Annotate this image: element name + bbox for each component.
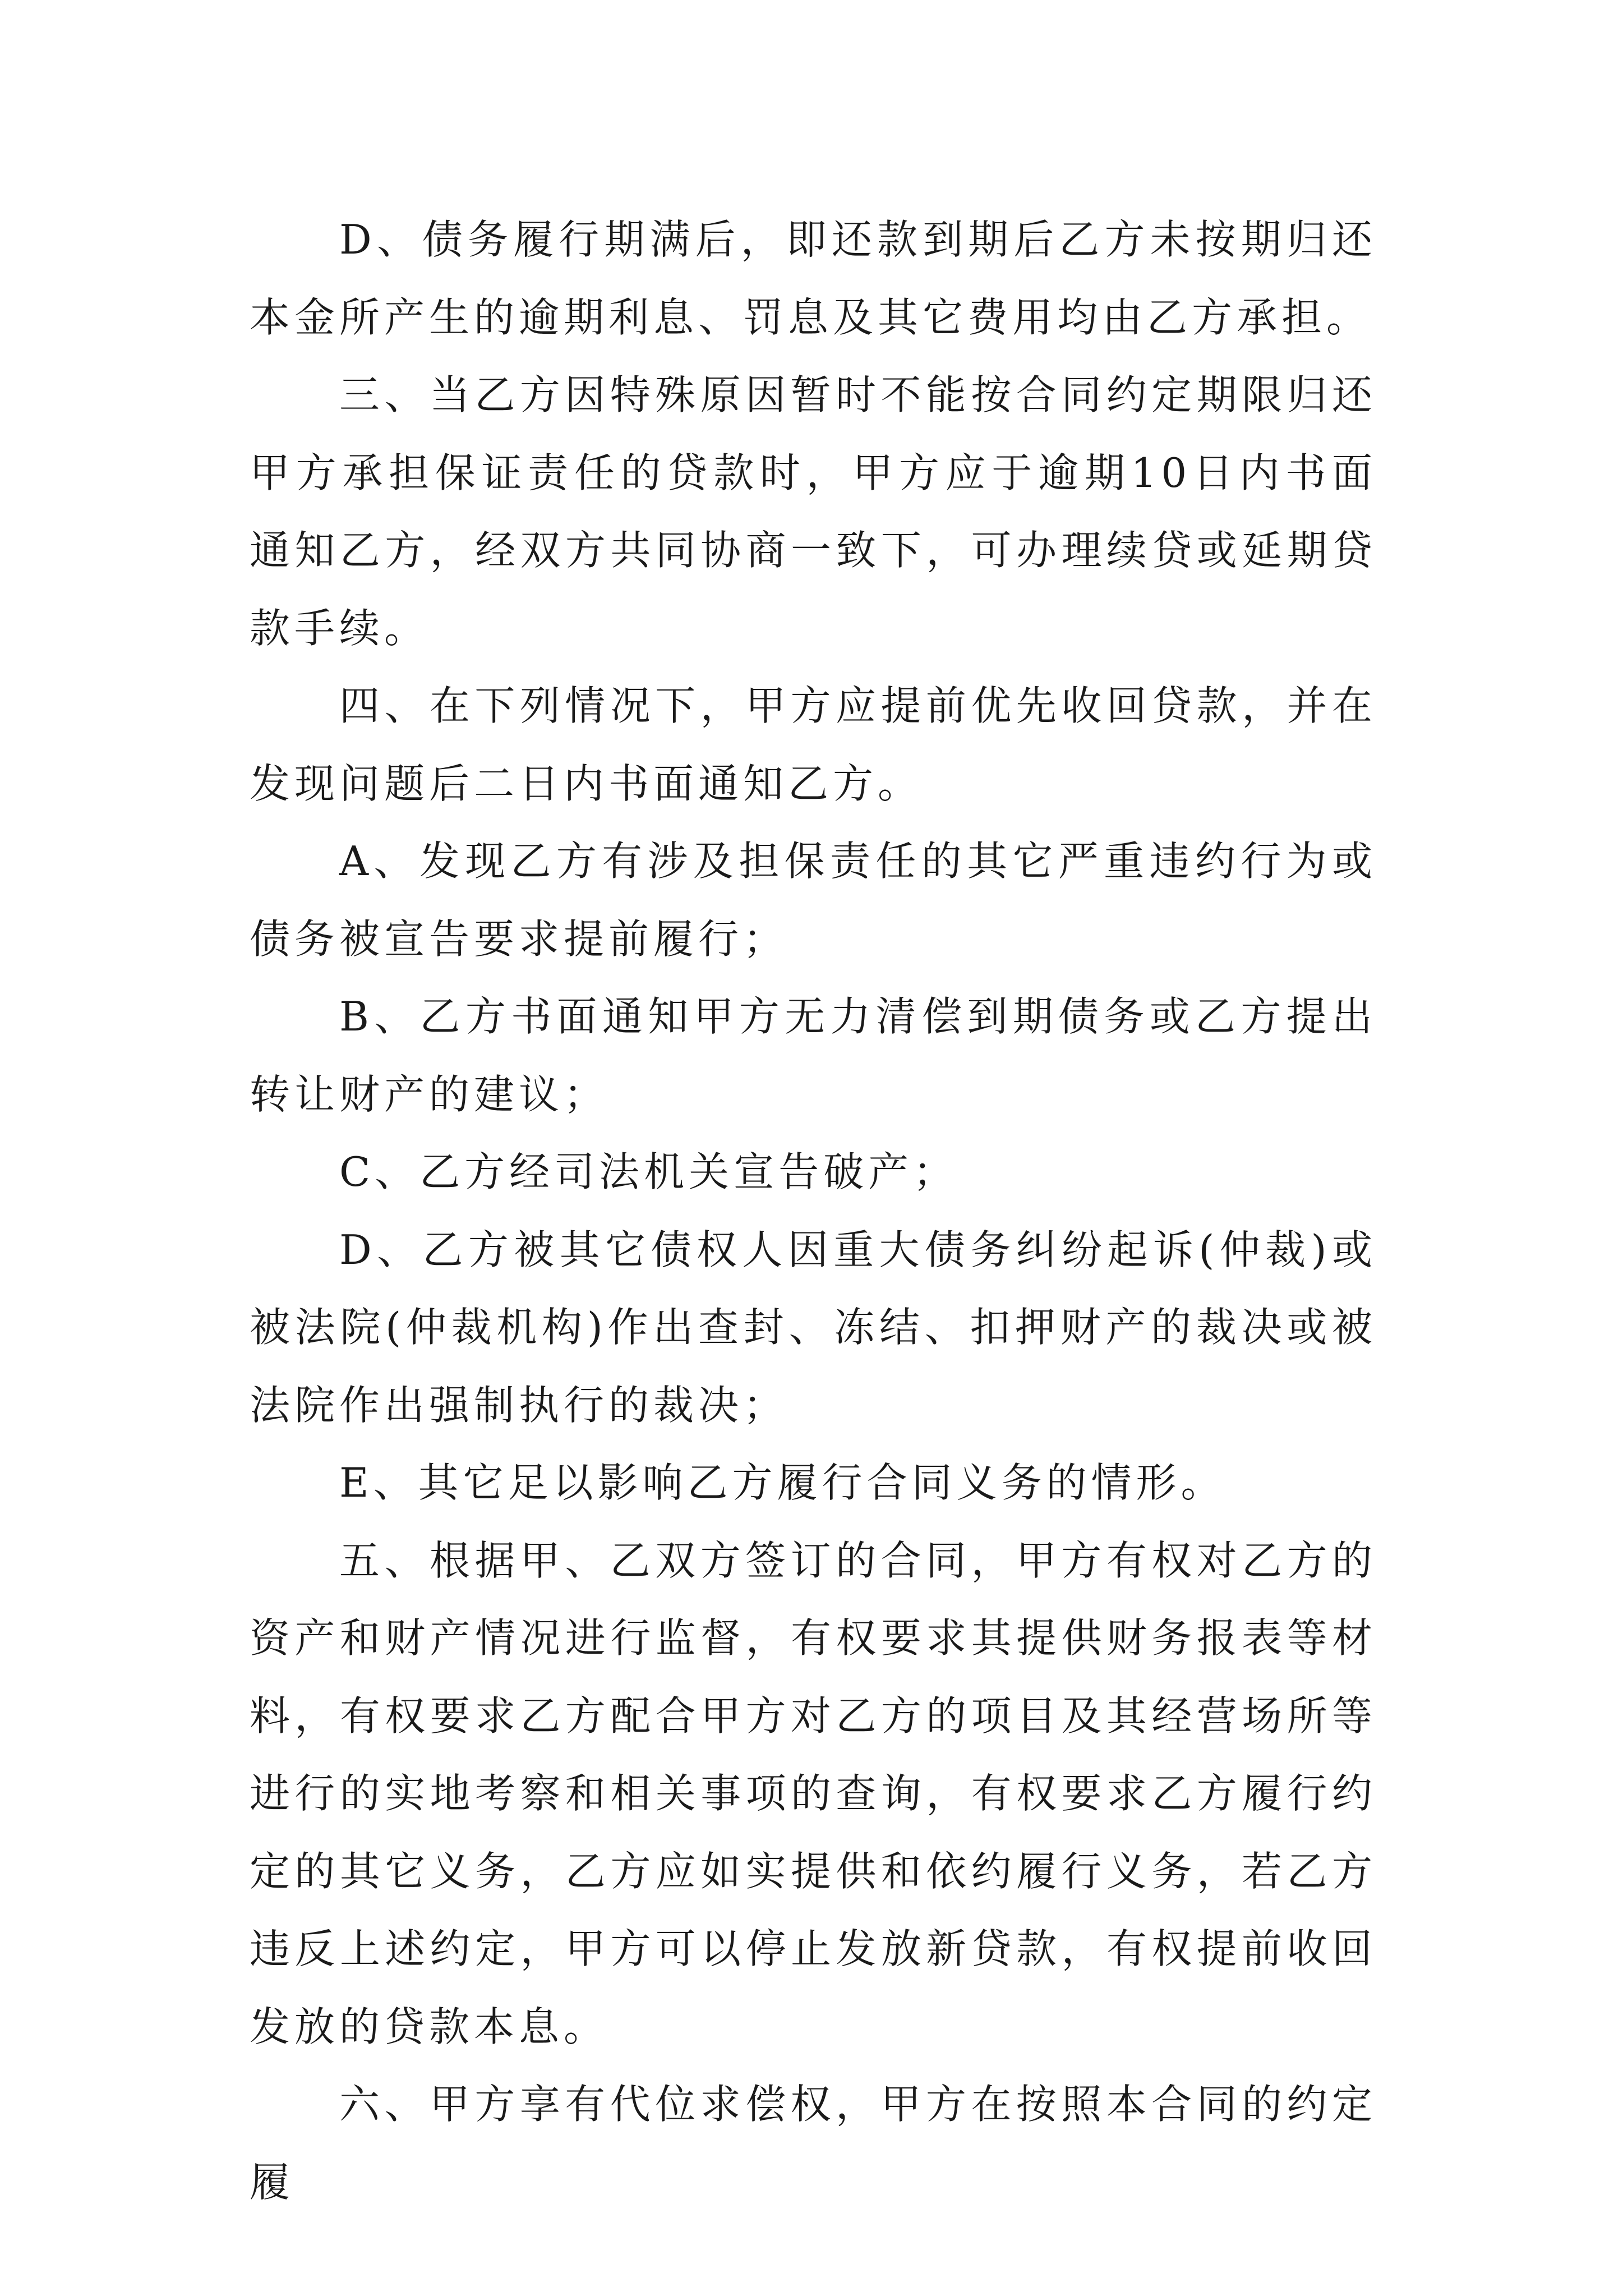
clause-4-item-e: E、其它足以影响乙方履行合同义务的情形。	[339, 1459, 1226, 1506]
clause-d-overdue-costs: D、债务履行期满后，即还款到期后乙方未按期归还本金所产生的逾期利息、罚息及其它费用均由乙方承担。	[250, 216, 1377, 341]
clause-6-subrogation: 六、甲方享有代位求偿权，甲方在按照本合同的约定履	[250, 2081, 1377, 2206]
clause-4-item-a: A、发现乙方有涉及担保责任的其它严重违约行为或债务被宣告要求提前履行；	[250, 838, 1377, 963]
clause-3-extension: 三、当乙方因特殊原因暂时不能按合同约定期限归还甲方承担保证责任的贷款时，甲方应于逾期10日内书面通知乙方，经双方共同协商一致下，可办理续贷或延期贷款手续。	[250, 371, 1377, 652]
clause-4-item-b: B、乙方书面通知甲方无力清偿到期债务或乙方提出转让财产的建议；	[250, 993, 1377, 1118]
clause-4-item-d: D、乙方被其它债权人因重大债务纠纷起诉(仲裁)或被法院(仲裁机构)作出查封、冻结、扣押财产的裁决或被法院作出强制执行的裁决；	[250, 1226, 1377, 1429]
clause-4-early-recovery: 四、在下列情况下，甲方应提前优先收回贷款，并在发现问题后二日内书面通知乙方。	[250, 682, 1377, 807]
clause-5-supervision: 五、根据甲、乙双方签订的合同，甲方有权对乙方的资产和财产情况进行监督，有权要求其提供财务报表等材料，有权要求乙方配合甲方对乙方的项目及其经营场所等进行的实地考察和相关事项的查询，有权要求乙方履行约定的其它义务，乙方应如实提供和依约履行义务，若乙方违反上述约定，甲方可以停止发放新贷款，有权提前收回发放的贷款本息。	[250, 1536, 1377, 2050]
clause-4-item-c: C、乙方经司法机关宣告破产；	[339, 1148, 958, 1195]
contract-body	[250, 201, 1377, 2221]
